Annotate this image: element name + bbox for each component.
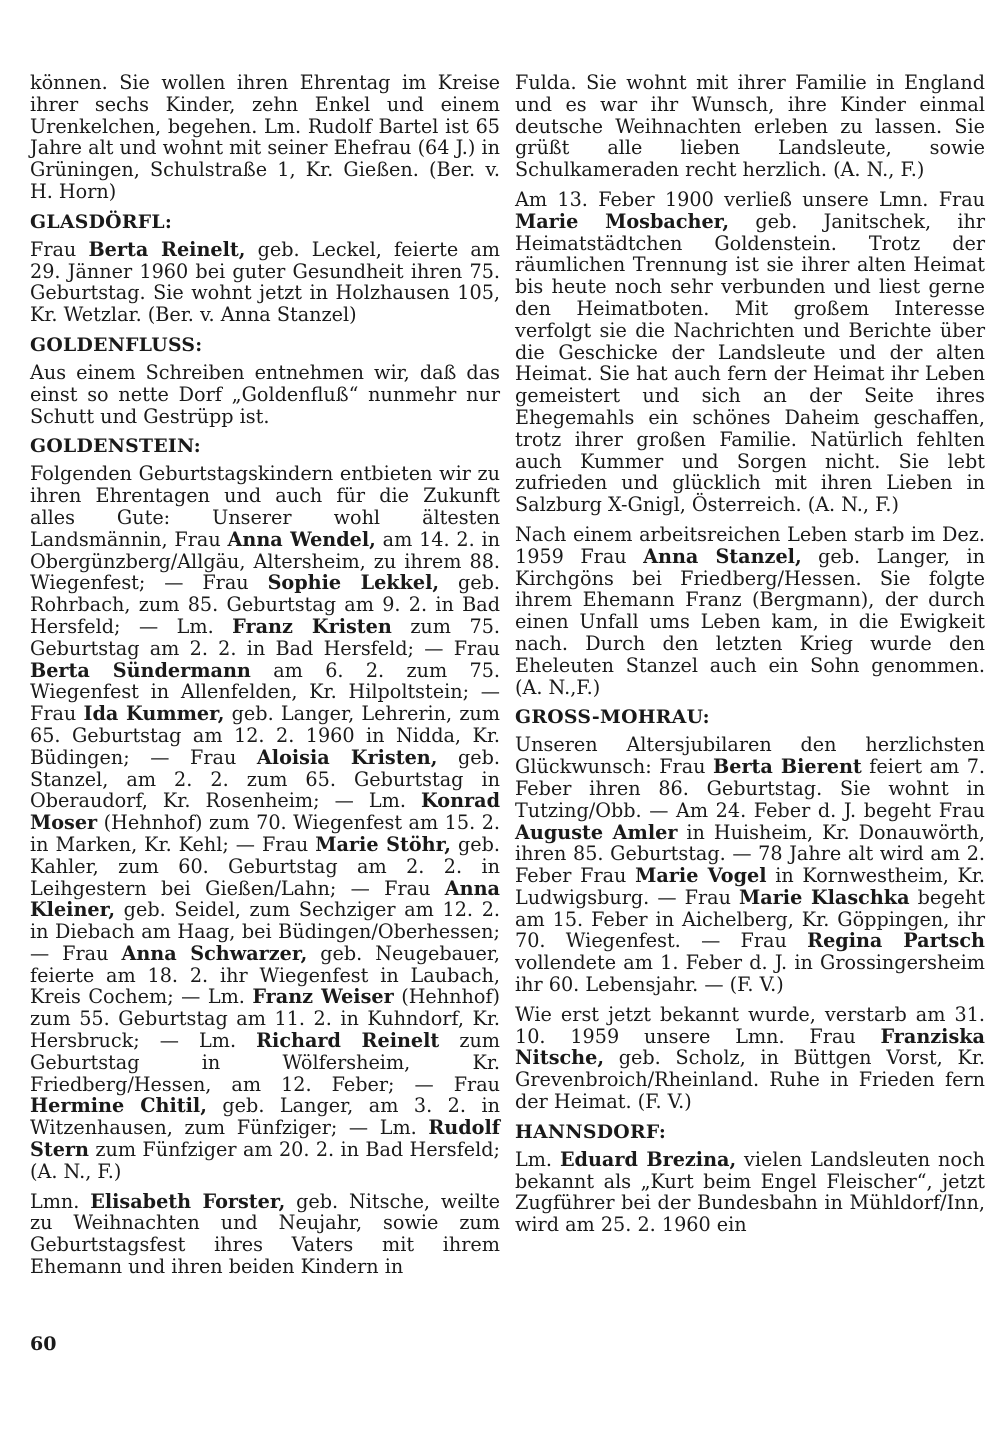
section-heading-glasdoerfl: GLASDÖRFL: <box>30 210 173 233</box>
section-heading-gross-mohrau: GROSS-MOHRAU: <box>515 706 710 729</box>
person-name: Rudolf Stern <box>30 1116 500 1162</box>
text-run: geb. Nitsche, weilte zu Weihnachten und Neujahr, sowie zum Geburtstagsfest ihres Vaters mit ihrem Ehemann und ihren beiden Kindern in <box>30 1189 500 1279</box>
paragraph <box>30 72 500 203</box>
text-run: Nach einem arbeitsreichen Leben starb im Dez. 1959 Frau <box>515 522 985 568</box>
text-run: geb. Janitschek, ihr Heimatstädtchen Goldenstein. Trotz der räumlichen Trennung ist sie ihrer alten Heimat bis heute noch sehr verbunden und liest gerne den Heimatboten. Mit großem Interesse verfolgt sie die Nachrichten und Berichte über die Geschicke der Landsleute und der alten Heimat. Sie hat auch fern der Heimat ihr Leben gemeistert und sich an der Seite ihres Ehegemahls ein schönes Daheim geschaffen, trotz ihrer großen Familie. Natürlich fehlten auch Kummer und Sorgen nicht. Sie lebt zufrieden und glücklich mit ihren Lieben in Salzburg X-Gnigl, Österreich. (A. N., F.) <box>515 209 985 517</box>
paragraph <box>515 1149 985 1236</box>
text-run: Unseren Altersjubilaren den herzlichsten Glückwunsch: Frau <box>515 733 985 779</box>
person-name: Eduard Brezina, <box>559 1147 737 1171</box>
text-run: am 6. 2. zum 75. Wiegenfest in Allenfelden, Kr. Hilpoltstein; — Frau <box>30 658 501 726</box>
person-name: Auguste Amler <box>515 820 678 844</box>
left-column <box>30 72 500 1286</box>
person-name: Hermine Chitil, <box>30 1094 207 1118</box>
text-run: Lmn. <box>30 1189 91 1213</box>
text-run: geb. Scholz, in Büttgen Vorst, Kr. Grevenbroich/Rheinland. Ruhe in Frieden fern der Heimat. (F. V.) <box>515 1046 985 1114</box>
text-run: Wie erst jetzt bekannt wurde, verstarb am 31. 10. 1959 unsere Lmn. Frau <box>515 1002 985 1048</box>
text-run: geb. Seidel, zum Sechziger am 12. 2. in Diebach am Haag, bei Büdingen/Oberhessen; — Frau <box>30 898 500 965</box>
paragraph <box>515 189 985 516</box>
text-run: geb. Langer, in Kirchgöns bei Friedberg/Hessen. Sie folgte ihrem Ehemann Franz (Bergmann), der durch einen Unfall ums Leben kam, in die Ewigkeit nach. Durch den letzten Krieg wurde den Eheleuten Stanzel auch ein Sohn genommen. (A. N.,F.) <box>515 544 986 699</box>
person-name: Elisabeth Forster, <box>90 1189 286 1213</box>
text-run: zum Geburtstag in Wölfersheim, Kr. Friedberg/Hessen, am 12. Feber; — Frau <box>30 1029 500 1096</box>
section-heading-goldenfluss: GOLDENFLUSS: <box>30 333 203 356</box>
text-run: Fulda. Sie wohnt mit ihrer Familie in England und es war ihr Wunsch, ihre Kinder einmal deutsche Weihnachten erleben zu lassen. Sie grüßt alle lieben Landsleute, sowie Schulkameraden recht herzlich. (A. N., F.) <box>515 71 985 182</box>
person-name: Franz Weiser <box>252 985 394 1009</box>
person-name: Berta Sündermann <box>30 658 251 682</box>
paragraph <box>515 734 985 996</box>
text-run: feiert am 7. Feber ihren 86. Geburtstag. Sie wohnt in Tutzing/Obb. — Am 24. Feber d. J. begeht Frau <box>515 755 985 822</box>
person-name: Marie Klaschka <box>739 885 910 909</box>
paragraph <box>30 239 500 326</box>
person-name: Anna Kleiner, <box>30 876 500 922</box>
person-name: Aloisia Kristen, <box>256 745 438 769</box>
paragraph <box>515 524 985 698</box>
text-run: zum 75. Geburtstag am 2. 2. in Bad Hersfeld; — Frau <box>30 614 500 660</box>
person-name: Franz Kristen <box>232 614 392 638</box>
person-name: Anna Stanzel, <box>643 544 802 568</box>
text-run: zum Fünfziger am 20. 2. in Bad Hersfeld; (A. N., F.) <box>30 1138 500 1183</box>
person-name: Marie Stöhr, <box>315 832 451 856</box>
person-name: Franziska Nitsche, <box>515 1024 985 1070</box>
text-run: geb. Leckel, feierte am 29. Jänner 1960 bei guter Gesundheit ihren 75. Geburtstag. Sie wohnt jetzt in Holzhausen 105, Kr. Wetzlar. (Ber. v. Anna Stanzel) <box>30 237 501 327</box>
paragraph <box>515 1004 985 1113</box>
text-run: (Hehnhof) zum 70. Wiegenfest am 15. 2. in Marken, Kr. Kehl; — Frau <box>30 811 500 856</box>
text-run: Aus einem Schreiben entnehmen wir, daß das einst so nette Dorf „Goldenfluß“ nunmehr nur Schutt und Gestrüpp ist. <box>30 360 500 428</box>
text-run: in Kornwestheim, Kr. Ludwigsburg. — Frau <box>515 864 986 909</box>
text-run: am 14. 2. in Obergünzberg/Allgäu, Altersheim, zu ihrem 88. Wiegenfest; — Frau <box>30 527 500 595</box>
person-name: Berta Bierent <box>713 755 862 779</box>
text-run: geb. Rohrbach, zum 85. Geburtstag am 9. 2. in Bad Hersfeld; — Lm. <box>30 571 500 638</box>
person-name: Berta Reinelt, <box>88 237 246 261</box>
person-name: Richard Reinelt <box>256 1029 440 1053</box>
text-run: geb. Stanzel, am 2. 2. zum 65. Geburtstag in Oberaudorf, Kr. Rosenheim; — Lm. <box>30 745 501 813</box>
text-run: vielen Landsleuten noch bekannt als „Kurt beim Engel Fleischer“, jetzt Zugführer bei der Bundesbahn in Mühldorf/Inn, wird am 25. 2. 1960 ein <box>515 1147 985 1237</box>
paragraph <box>30 463 500 1182</box>
text-run: geb. Langer, Lehrerin, zum 65. Geburtstag am 12. 2. 1960 in Nidda, Kr. Büdingen; — Frau <box>30 702 500 769</box>
person-name: Marie Mosbacher, <box>515 209 730 233</box>
person-name: Konrad Moser <box>30 789 500 835</box>
text-run: begeht am 15. Feber in Aichelberg, Kr. Göppingen, ihr 70. Wiegenfest. — Frau <box>515 885 985 953</box>
paragraph <box>515 72 985 181</box>
person-name: Regina Partsch <box>807 929 985 953</box>
person-name: Marie Vogel <box>635 864 767 888</box>
person-name: Anna Wendel, <box>227 527 376 551</box>
section-heading-goldenstein: GOLDENSTEIN: <box>30 435 202 458</box>
section-heading-hannsdorf: HANNSDORF: <box>515 1120 667 1143</box>
text-run: geb. Neugebauer, feierte am 18. 2. ihr Wiegenfest in Laubach, Kreis Cochem; — Lm. <box>30 941 500 1009</box>
paragraph <box>30 362 500 427</box>
text-run: Lm. <box>515 1147 560 1171</box>
person-name: Ida Kummer, <box>83 702 225 726</box>
person-name: Anna Schwarzer, <box>121 941 308 965</box>
text-run: geb. Kahler, zum 60. Geburtstag am 2. 2. in Leihgestern bei Gießen/Lahn; — Frau <box>30 832 500 900</box>
paragraph <box>30 1191 500 1278</box>
text-run: vollendete am 1. Feber d. J. in Grossingersheim ihr 60. Lebensjahr. — (F. V.) <box>515 951 985 997</box>
page-number: 60 <box>30 1333 57 1355</box>
text-run: können. Sie wollen ihren Ehrentag im Kreise ihrer sechs Kinder, zehn Enkel und einem Urenkelchen, begehen. Lm. Rudolf Bartel ist 65 Jahre alt und wohnt mit seiner Ehefrau (64 J.) in Grüningen, Schulstraße 1, Kr. Gießen. (Ber. v. H. Horn) <box>30 71 500 203</box>
text-run: Folgenden Geburtstagskindern entbieten wir zu ihren Ehrentagen und auch für die Zukunft alles Gute: Unserer wohl ältesten Landsmännin, Frau <box>30 462 500 551</box>
text-run: geb. Langer, am 3. 2. in Witzenhausen, zum Fünfziger; — Lm. <box>30 1094 500 1140</box>
text-run: in Huisheim, Kr. Donauwörth, ihren 85. Geburtstag. — 78 Jahre alt wird am 2. Feber Frau <box>515 820 985 888</box>
person-name: Sophie Lekkel, <box>267 571 440 595</box>
right-column <box>515 72 985 1244</box>
text-run: Frau <box>30 237 89 261</box>
text-run: Am 13. Feber 1900 verließ unsere Lmn. Frau <box>515 187 985 211</box>
text-run: (Hehnhof) zum 55. Geburtstag am 11. 2. in Kuhndorf, Kr. Hersbruck; — Lm. <box>30 985 500 1053</box>
